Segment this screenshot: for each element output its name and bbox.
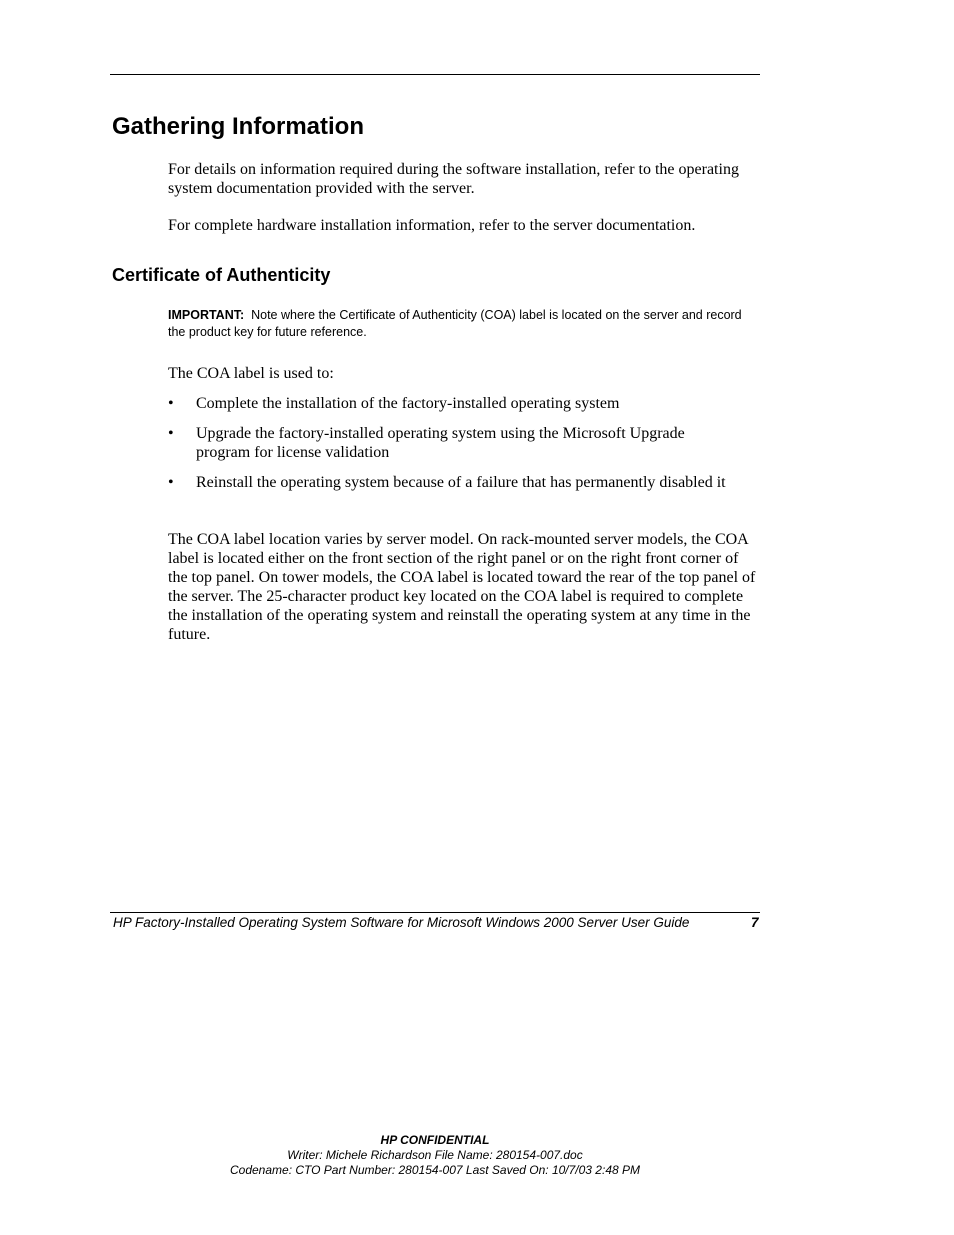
- footer-title: HP Factory-Installed Operating System Software for Microsoft Windows 2000 Server User Guide: [113, 915, 690, 930]
- list-item: [168, 473, 731, 492]
- coa-location-paragraph: The COA label location varies by server model. On rack-mounted server models, the COA label is located either on the front section of the right panel or on the right front corner of the top panel. On tower models, the COA label is located toward the rear of the top panel of the server. The 25-character product key located on the COA label is required to complete the installation of the operating system and reinstall the operating system at any time in the future.: [168, 531, 756, 643]
- list-item-text: Reinstall the operating system because of a failure that has permanently disabled it: [196, 474, 726, 491]
- section-heading: Gathering Information: [112, 113, 364, 140]
- subsection-heading: Certificate of Authenticity: [112, 265, 331, 285]
- confidential-codename-line: Codename: CTO Part Number: 280154-007 Last Saved On: 10/7/03 2:48 PM: [229, 1163, 640, 1177]
- header-rule: [110, 74, 760, 75]
- coa-intro: The COA label is used to:: [168, 365, 334, 382]
- bullet-icon: •: [168, 474, 174, 491]
- bullet-icon: •: [168, 395, 174, 412]
- important-label: IMPORTANT:: [168, 308, 245, 322]
- important-text: Note where the Certificate of Authenticity (COA) label is located on the server and record the product key for future reference.: [168, 308, 742, 339]
- confidential-title: HP CONFIDENTIAL: [380, 1133, 490, 1147]
- list-item-text: Upgrade the factory-installed operating system using the Microsoft Upgrade program for license validation: [196, 425, 685, 461]
- bullet-icon: •: [168, 425, 174, 442]
- footer-rule: [110, 912, 760, 913]
- list-item-text: Complete the installation of the factory-installed operating system: [196, 395, 620, 412]
- page-number: 7: [751, 915, 759, 930]
- confidential-writer-line: Writer: Michele Richardson File Name: 280154-007.doc: [287, 1148, 583, 1162]
- paragraph-hardware-info: For complete hardware installation information, refer to the server documentation.: [168, 217, 696, 234]
- list-item: [168, 424, 731, 462]
- important-note: [168, 307, 760, 341]
- list-item: [168, 394, 731, 413]
- confidential-block: [0, 1133, 870, 1178]
- paragraph-installation-details: For details on information required during the software installation, refer to the operating system documentation provided with the server.: [168, 161, 739, 197]
- coa-uses-list: [168, 394, 760, 503]
